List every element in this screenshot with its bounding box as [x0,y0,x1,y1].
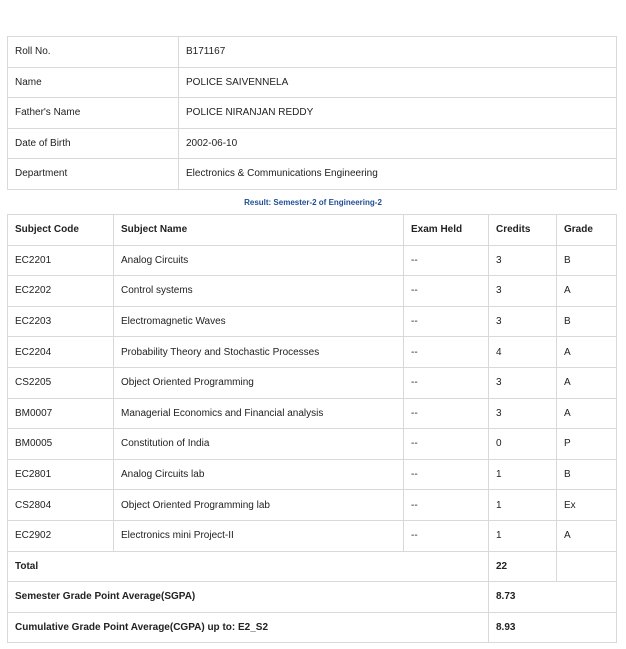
grade: A [557,398,617,429]
subject-name: Constitution of India [114,429,404,460]
table-row [8,367,617,398]
total-row [8,551,617,582]
exam-held: -- [404,276,489,307]
grade: B [557,245,617,276]
department-value: Electronics & Communications Engineering [179,159,617,190]
total-label: Total [8,551,489,582]
department-label: Department [8,159,179,190]
subject-code: EC2203 [8,306,114,337]
exam-held: -- [404,398,489,429]
subject-name: Managerial Economics and Financial analysis [114,398,404,429]
subject-name: Analog Circuits lab [114,459,404,490]
credits: 0 [489,429,557,460]
sgpa-label: Semester Grade Point Average(SGPA) [8,582,489,613]
subject-name: Electronics mini Project-II [114,520,404,551]
subject-code: EC2204 [8,337,114,368]
header-grade: Grade [557,215,617,246]
subject-code: EC2202 [8,276,114,307]
subject-code: EC2902 [8,520,114,551]
grade: A [557,520,617,551]
name-label: Name [8,67,179,98]
grade: B [557,459,617,490]
header-credits: Credits [489,215,557,246]
credits: 1 [489,520,557,551]
table-row [8,490,617,521]
table-row [8,245,617,276]
total-credits: 22 [489,551,557,582]
subject-code: EC2801 [8,459,114,490]
header-subject-name: Subject Name [114,215,404,246]
subject-name: Object Oriented Programming lab [114,490,404,521]
table-row [8,398,617,429]
roll-no-value: B171167 [179,37,617,68]
grade: A [557,337,617,368]
table-row [8,276,617,307]
exam-held: -- [404,429,489,460]
father-name-label: Father's Name [8,98,179,129]
exam-held: -- [404,459,489,490]
table-row [8,306,617,337]
subject-name: Analog Circuits [114,245,404,276]
dob-label: Date of Birth [8,128,179,159]
subject-code: CS2804 [8,490,114,521]
exam-held: -- [404,367,489,398]
department-row [8,159,617,190]
credits: 3 [489,245,557,276]
dob-row [8,128,617,159]
table-row [8,337,617,368]
exam-held: -- [404,306,489,337]
cgpa-value: 8.93 [489,612,617,643]
subject-name: Electromagnetic Waves [114,306,404,337]
results-header-row [8,215,617,246]
dob-value: 2002-06-10 [179,128,617,159]
subject-name: Probability Theory and Stochastic Processes [114,337,404,368]
student-info-table [7,36,617,190]
sgpa-row [8,582,617,613]
father-name-row [8,98,617,129]
cgpa-row [8,612,617,643]
sgpa-value: 8.73 [489,582,617,613]
grade: Ex [557,490,617,521]
results-table [7,214,617,643]
subject-code: CS2205 [8,367,114,398]
credits: 3 [489,398,557,429]
grade: B [557,306,617,337]
father-name-value: POLICE NIRANJAN REDDY [179,98,617,129]
header-subject-code: Subject Code [8,215,114,246]
exam-held: -- [404,520,489,551]
credits: 1 [489,490,557,521]
roll-no-label: Roll No. [8,37,179,68]
subject-name: Object Oriented Programming [114,367,404,398]
subject-code: BM0005 [8,429,114,460]
result-title: Result: Semester-2 of Engineering-2 [244,198,382,207]
table-row [8,520,617,551]
exam-held: -- [404,245,489,276]
cgpa-label: Cumulative Grade Point Average(CGPA) up to: E2_S2 [8,612,489,643]
name-row [8,67,617,98]
credits: 3 [489,367,557,398]
grade: A [557,367,617,398]
exam-held: -- [404,337,489,368]
roll-no-row [8,37,617,68]
credits: 3 [489,306,557,337]
exam-held: -- [404,490,489,521]
header-exam-held: Exam Held [404,215,489,246]
table-row [8,459,617,490]
grade: P [557,429,617,460]
credits: 1 [489,459,557,490]
grade: A [557,276,617,307]
credits: 3 [489,276,557,307]
subject-name: Control systems [114,276,404,307]
subject-code: EC2201 [8,245,114,276]
total-grade-empty [557,551,617,582]
name-value: POLICE SAIVENNELA [179,67,617,98]
table-row [8,429,617,460]
subject-code: BM0007 [8,398,114,429]
credits: 4 [489,337,557,368]
